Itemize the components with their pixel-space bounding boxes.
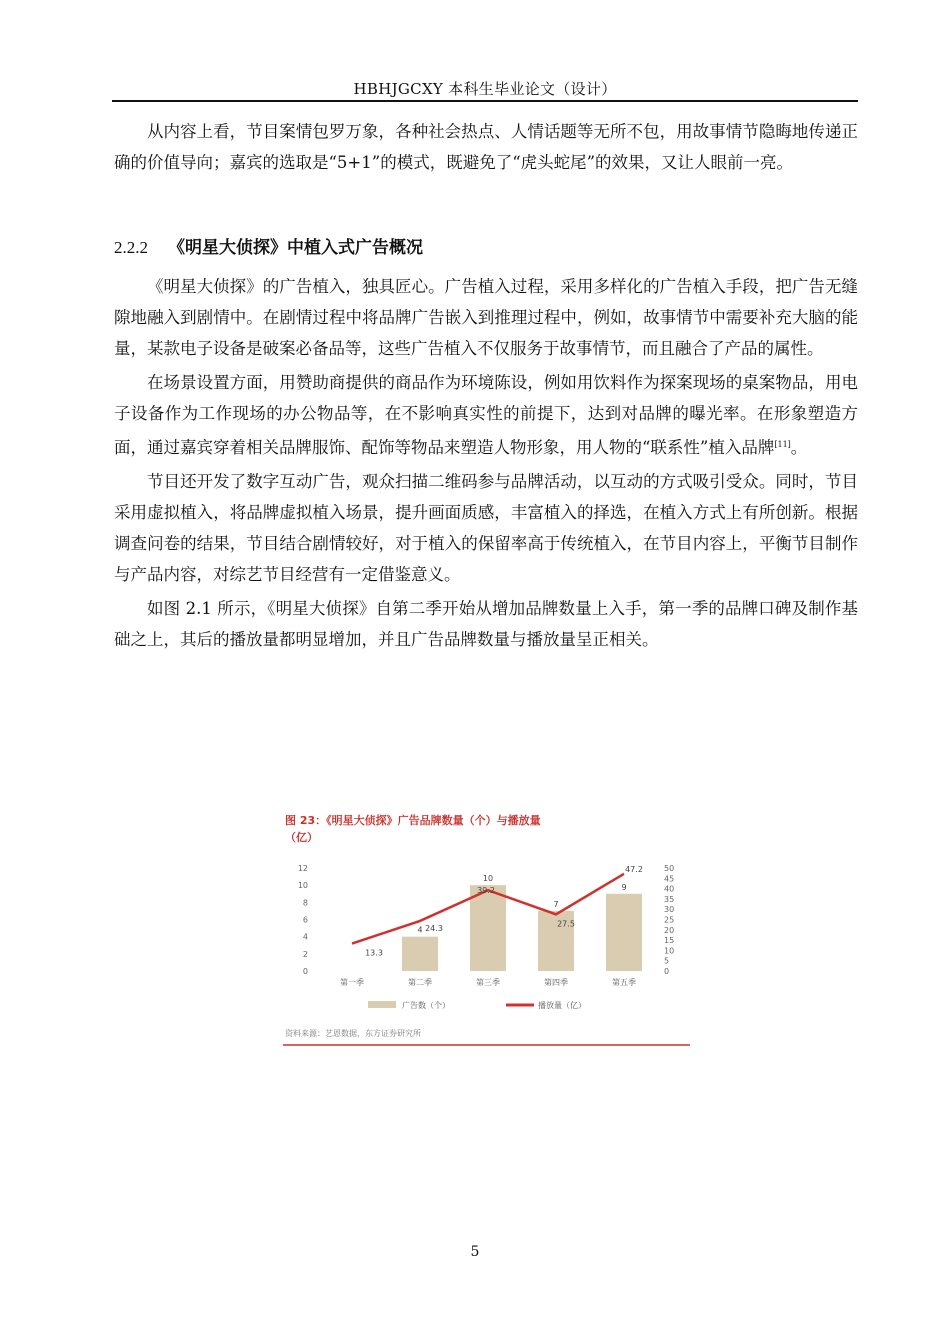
x-axis-tick-label: 第三季 [476,978,500,987]
right-axis-tick: 25 [664,915,675,925]
x-axis-tick-label: 第五季 [612,978,636,987]
right-axis-tick: 0 [664,967,670,976]
intro-text-block [114,116,858,181]
chart-title-line1: 图 23：《明星大侦探》广告品牌数量（个）与播放量 [285,814,541,827]
x-axis-tick-label: 第四季 [544,978,568,987]
chart-source: 资料来源：艺恩数据，东方证券研究所 [285,1029,421,1038]
left-axis-tick: 10 [297,881,308,891]
left-axis-tick: 0 [302,967,308,976]
line-data-label: 13.3 [365,948,383,958]
left-axis-tick: 12 [297,864,308,873]
paragraph-2-text: 在场景设置方面，用赞助商提供的商品作为环境陈设，例如用饮料作为探案现场的桌案物品，用电子设备作为工作现场的办公物品等，在不影响真实性的前提下，达到对品牌的曝光率。在形象塑造方面，通过嘉宾穿着相关品牌服饰、配饰等物品来塑造人物形象，用人物的“联系性”植入品牌 [114,373,858,457]
left-axis-tick: 2 [302,949,308,959]
paragraph-2-end: 。 [790,438,808,457]
bar-data-label: 7 [553,899,559,909]
section-title: 《明星大侦探》中植入式广告概况 [168,238,423,258]
page-number: 5 [470,1244,480,1260]
chart-bar [470,885,506,971]
paragraph-4: 如图 2.1 所示，《明星大侦探》自第二季开始从增加品牌数量上入手，第一季的品牌口碑及制作基础之上，其后的播放量都明显增加，并且广告品牌数量与播放量呈正相关。 [114,599,858,649]
left-axis-tick: 4 [302,932,308,942]
chart-bar [402,937,438,971]
right-axis-tick: 20 [664,925,675,935]
legend-label-bar: 广告数（个） [402,1001,450,1010]
section-heading [114,233,423,258]
right-axis-tick: 35 [664,894,675,904]
chart-title-line2: （亿） [285,831,318,844]
legend-swatch-bar [368,1001,396,1008]
line-data-label: 27.5 [557,919,575,929]
citation-mark: [11] [774,440,791,449]
bar-data-label: 4 [417,925,423,935]
left-axis-tick: 8 [302,898,308,908]
intro-paragraph: 从内容上看，节目案情包罗万象，各种社会热点、人情话题等无所不包，用故事情节隐晦地传递正确的价值导向；嘉宾的选取是“5+1”的模式，既避免了“虎头蛇尾”的效果，又让人眼前一亮。 [114,122,858,172]
right-axis-tick: 45 [664,874,675,884]
bar-data-label: 9 [621,882,627,892]
legend-label-line: 播放量（亿） [538,1001,586,1010]
right-axis-tick: 50 [664,864,675,873]
x-axis-tick-label: 第二季 [408,978,432,987]
right-axis-tick: 40 [664,884,675,894]
chart-figure [280,808,692,1046]
x-axis-tick-label: 第一季 [340,978,364,987]
line-data-label: 24.3 [425,923,443,933]
right-axis-tick: 5 [664,956,670,966]
chart-bar [606,894,642,971]
right-axis-tick: 15 [664,936,675,946]
paragraph-1: 《明星大侦探》的广告植入，独具匠心。广告植入过程，采用多样化的广告植入手段，把广告无缝隙地融入到剧情中。在剧情过程中将品牌广告嵌入到推理过程中，例如，故事情节中需要补充大脑的能量，某款电子设备是破案必备品等，这些广告植入不仅服务于故事情节，而且融合了产品的属性。 [114,277,858,358]
right-axis-tick: 10 [664,946,675,956]
paragraph-3: 节目还开发了数字互动广告，观众扫描二维码参与品牌活动，以互动的方式吸引受众。同时，节目采用虚拟植入，将品牌虚拟植入场景，提升画面质感，丰富植入的择选，在植入方式上有所创新。根据调查问卷的结果，节目结合剧情较好，对于植入的保留率高于传统植入，在节目内容上，平衡节目制作与产品内容，对综艺节目经营有一定借鉴意义。 [114,472,858,584]
header-rule [112,100,858,102]
bar-data-label: 10 [482,874,494,884]
paragraph-2 [114,367,858,463]
section-body [114,271,858,658]
section-number: 2.2.2 [114,238,148,257]
running-header: HBHJGCXY 本科生毕业论文（设计） [353,80,617,98]
chart-plot [280,808,692,1046]
right-axis-tick: 30 [664,905,675,915]
line-data-label: 47.2 [625,864,643,874]
line-data-label: 39.2 [477,886,495,896]
left-axis-tick: 6 [302,915,308,925]
